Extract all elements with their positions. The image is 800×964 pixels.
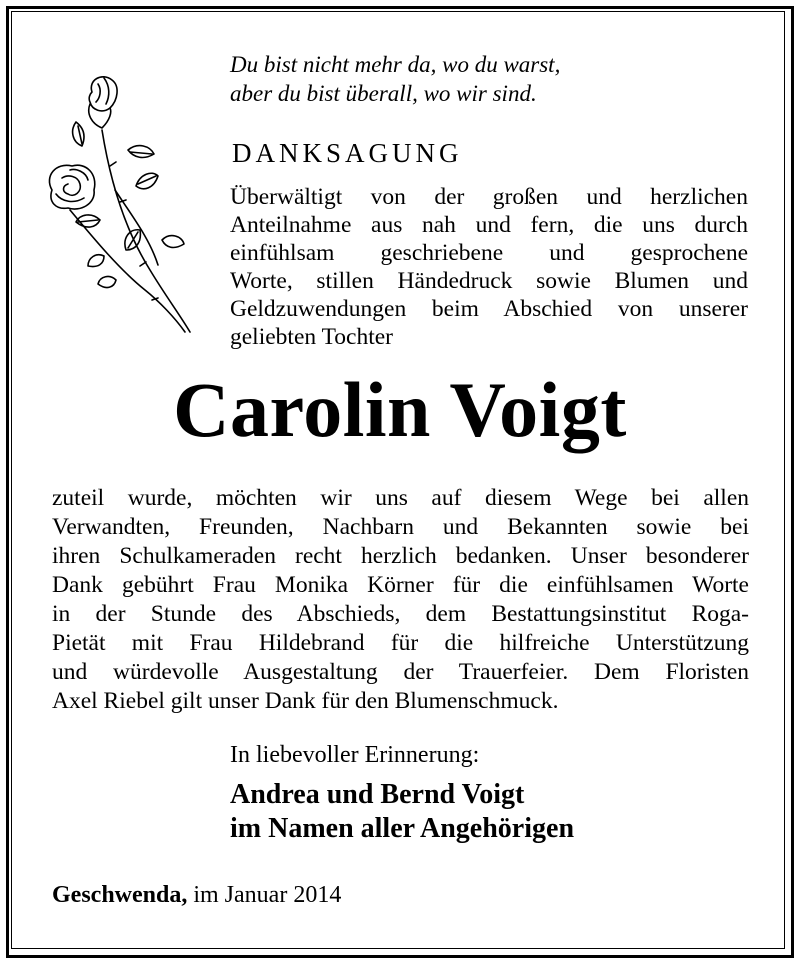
body-paragraph [52,484,749,716]
quote-line-1: Du bist nicht mehr da, wo du warst, [230,52,561,77]
quote-line-2: aber du bist überall, wo wir sind. [230,81,537,106]
intro-paragraph [230,183,748,351]
place-date [52,882,341,909]
intro-line: Überwältigt von der großen und herzlichen [230,184,748,210]
memory-line: In liebevoller Erinnerung: [230,742,480,768]
intro-line: Anteilnahme aus nah und fern, die uns durch [230,212,748,238]
body-line: ihren Schulkameraden recht herzlich bedanken. Unser besonderer [52,543,749,569]
place-date-text: im Januar 2014 [193,882,342,908]
body-line: zuteil wurde, möchten wir uns auf diesem Wege bei allen [52,485,749,511]
body-line: Axel Riebel gilt unser Dank für den Blumenschmuck. [52,688,559,714]
body-line: Verwandten, Freunden, Nachbarn und Bekannten sowie bei [52,514,749,540]
body-line: in der Stunde des Abschieds, dem Bestattungsinstitut Roga- [52,601,749,627]
place-town: Geschwenda, [52,882,188,908]
quote [230,50,750,108]
rose-icon [40,70,200,340]
intro-line: Worte, stillen Händedruck sowie Blumen und [230,268,748,294]
body-line: und würdevolle Ausgestaltung der Trauerfeier. Dem Floristen [52,659,749,685]
body-line: Dank gebührt Frau Monika Körner für die einfühlsamen Worte [52,572,749,598]
intro-line: geliebten Tochter [230,324,394,350]
intro-line: Geldzuwendungen beim Abschied von unserer [230,296,748,322]
signers-line-2: im Namen aller Angehörigen [230,813,575,844]
signers-line-1: Andrea und Bernd Voigt [230,779,525,810]
heading: DANKSAGUNG [232,138,463,168]
intro-line: einfühlsam geschriebene und gesprochene [230,240,748,266]
body-line: Pietät mit Frau Hildebrand für die hilfreiche Unterstützung [52,630,749,656]
deceased-name: Carolin Voigt [173,366,627,453]
signers [230,778,574,846]
